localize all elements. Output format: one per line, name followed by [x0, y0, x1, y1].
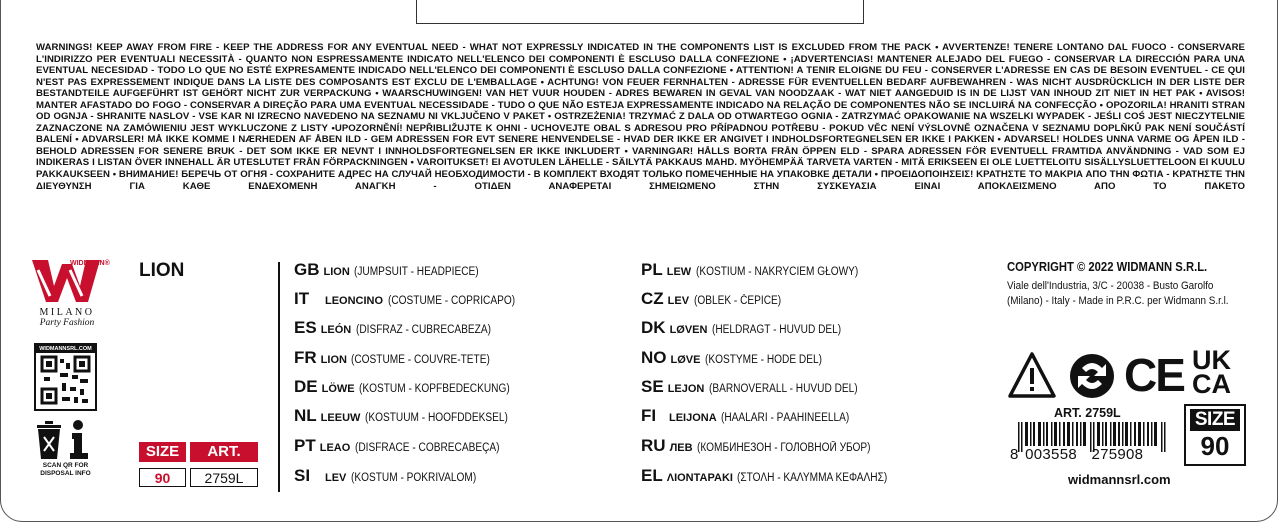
product-description: (HELDRAGT - HUVUD DEL)	[711, 324, 842, 336]
product-description: (КОМБИНЕЗОН - ГОЛОВНОЙ УБОР)	[697, 442, 871, 454]
product-name-translated: ЛЕВ	[669, 442, 693, 454]
barcode-art-label: ART. 2759L	[1054, 406, 1121, 420]
qr-label: WIDMANNSRL.COM	[36, 345, 95, 353]
multilingual-warnings: WARNINGS! KEEP AWAY FROM FIRE - KEEP THE ADDRESS FOR ANY EVENTUAL NEED - WHAT NOT EXPRESSLY INDICATED IN THE COMPONENTS LIST IS EXCLUDED FROM THE PACK • AVVERTENZE! TENERE LONTANO DAL FUOCO - CONSERVARE L'INDIRIZZO PER EVENTUALI NECESSITÀ - QUANTO NON ESPRESSAMENTE INDICATO NELL'ELENCO DEI COMPONENTI È ESCLUSO DALLA CONFEZIONE • ¡ADVERTENCIAS! MANTENER ALEJADO DEL FUEGO - CONSERVAR LA DIRECCIÓN PARA UNA EVENTUAL NECESIDAD - TODO LO QUE NO ESTÉ EXPRESAMENTE INDICADO NELL'ELENCO DEI COMPONENTI È ESCLUSO DALLA CONFEZIONE • ATTENTION! A TENIR ELOIGNE DU FEU - CONSERVER L'ADRESSE EN CAS DE BESOIN EVENTUEL - CE QUI N'EST PAS EXPRESSEMENT INDIQUE DANS LA LISTE DES COMPOSANTS EST EXCLU DE L'EMBALLAGE • ACHTUNG! VON FEUER FERNHALTEN - ADRESSE FÜR EVENTUELLEN BEDARF AUFBEWAHREN - WAS NICHT AUSDRÜCKLICH IN DER LISTE DER BESTANDTEILE AUFGEFÜHRT IST GEHÖRT NICHT ZUR VERPACKUNG • WAARSCHUWINGEN! VAN HET VUUR HOUDEN - ADRES BEWAREN IN GEVAL VAN NOODZAAK - WAT NIET AANGEDUID IS IN DE LIJST VAN INHOUD ZIT NIET IN HET PAK • AVISOS! MANTER AFASTADO DO FOGO - CONSERVAR A DIREÇÃO PARA UMA EVENTUAL NECESSIDADE - TUDO O QUE NÃO ESTEJA EXPRESSAMENTE INDICADO NA RELAÇÃO DE COMPONENTES NÃO SE INCLUIRÁ NA CONFECÇÃO • OPOZORILA! HRANITI STRAN OD OGNJA - SHRANITE NASLOV - VSE KAR NI IZRECNO NAVEDENO NA SEZNAMU NI VKLJUČENO V PAKET • OSTRZEŻENIA! TRZYMAĆ Z DALA OD OTWARTEGO OGNIA - ZATRZYMAĆ OPAKOWANIE NA WSZELKI WYPADEK - JEŚLI COŚ JEST NIECZYTELNIE ZAZNACZONE NA ZAMÓWIENIU JEST WYKLUCZONE Z LISTY •UPOZORNĚNÍ! NEPŘIBLIŽUJTE K OHNI - UCHOVEJTE OBAL S ADRESOU PRO PŘÍPADNOU POTŘEBU - POKUD VĚC NENÍ VÝSLOVNĚ OZNAČENA V SEZNAMU DOPLŇKŮ PAK NENÍ SOUČÁSTÍ BALENÍ • ADVARSLER! MÅ IKKE KOMME I NÆRHEDEN AF ÅBEN ILD - GEM ADRESSEN FOR EVT SENERE HENVENDELSE - HVAD DER IKKE ER ANGIVET I INDHOLDSFORTEGNELSEN ER IKKE I PAKKEN • ADVARSEL! HOLDES UNNA VARME OG ÅPEN ILD - BEHOLD ADRESSEN FOR SENERE BRUK - DET SOM IKKE ER NEVNT I INNHOLDSFORTEGNELSEN ER IKKE INKLUDERT • VARNINGAR! HÅLLS BORTA FRÅN ÖPPEN ELD - SPARA ADRESSEN FÖR EVENTUELL FRAMTIDA ANVÄNDNING - VAD SOM EJ INDIKERAS I LISTAN ÖVER INNEHALL ÄR UTESLUTET FRÅN FÖRPACKNINGEN • VAROITUKSET! EI AVOTULEN LÄHELLE - SÄILYTÄ PAKKAUS MAHD. MYÖHEMPÄÄ TARVETA VARTEN - MITÄ ERIKSEEN EI OLE LUETTELOITU SISÄLLYSLUETTELOON EI KUULU PAKKAUKSEEN • ВНИМАНИЕ! БЕРЕЧЬ ОТ ОГНЯ - СОХРАНИТЕ АДРЕС НА СЛУЧАЙ НЕОБХОДИМОСТИ - В КОМПЛЕКТ ВХОДЯТ ТОЛЬКО ПОМЕЧЕННЫЕ НА УПАКОВКЕ ДЕТАЛИ • ΠΡΟΕΙΔΟΠΟΙΗΣΕΙΣ! ΚΡΑΤΗΣΤΕ ΤΟ ΜΑΚΡΙΑ ΑΠΟ ΤΗΝ ΦΩΤΙΑ - ΚΡΑΤΗΣΤΕ ΤΗΝ ΔΙΕΥΘΥΝΣΗ ΓΙΑ ΚΑΘΕ ΕΝΔΕΧΟΜΕΝΗ ΑΝΑΓΚΗ - ΟΤΙΔΕΝ ΑΝΑΦΕΡΕΤΑΙ ΣΗΜΕΙΩΜΕΝΟ ΣΤΗΝ ΣΥΣΚΕΥΑΣΙΑ ΕΙΝΑΙ ΑΠΟΚΛΕΙΣΜΕΝΟ ΑΠΟ ΤΟ ΠΑΚΕΤΟ	[36, 42, 1245, 192]
language-code: SE	[641, 377, 664, 396]
product-description: (JUMPSUIT - HEADPIECE)	[354, 266, 479, 278]
size-badge-label: SIZE	[1190, 409, 1240, 431]
ukca-bottom: CA	[1192, 369, 1231, 399]
product-description: (OBLEK - ČEPICE)	[693, 295, 781, 307]
language-row	[641, 436, 894, 456]
language-row	[294, 436, 519, 456]
size-label: SIZE	[139, 442, 186, 462]
language-code: PT	[294, 436, 316, 455]
product-description: (BARNOVERALL - HUVUD DEL)	[708, 383, 858, 395]
product-name-translated: ΛΙΟΝΤΑΡΑΚΙ	[666, 472, 733, 484]
disposal-info	[34, 417, 97, 466]
product-name-translated: LEV	[667, 295, 690, 307]
language-row	[641, 466, 908, 486]
language-row	[294, 466, 493, 486]
website: widmannsrl.com	[1068, 472, 1171, 487]
size-badge	[1184, 404, 1246, 466]
product-name-translated: LEIJONA	[669, 412, 717, 424]
ce-mark-icon: CE	[1124, 349, 1184, 401]
product-description: (DISFRACE - COBRECABEÇA)	[354, 442, 500, 454]
top-window-box	[416, 0, 864, 24]
language-code: IT	[294, 289, 310, 308]
language-row	[294, 348, 509, 368]
recycle-bin-info-icon	[34, 417, 97, 461]
copyright: COPYRIGHT © 2022 WIDMANN S.R.L.	[1007, 260, 1208, 274]
product-name-translated: LION	[323, 266, 350, 278]
language-row	[641, 318, 859, 338]
green-dot-recycle-icon	[1070, 354, 1114, 398]
product-description: (KOSTÜM - KOPFBEDECKUNG)	[359, 383, 510, 395]
product-name-translated: LEAO	[319, 442, 351, 454]
language-code: FR	[294, 348, 317, 367]
compliance-marks	[1008, 345, 1248, 402]
company-address: Viale dell'Industria, 3/C - 20038 - Busto Garolfo (Milano) - Italy - Made in P.R.C. per Widmann S.r.l.	[1007, 280, 1229, 307]
barcode-lead-digit: 8	[1010, 446, 1019, 463]
product-description: (HAALARI - PÄÄHINEELLÄ)	[721, 412, 850, 424]
product-description: (KOSTUUM - HOOFDDEKSEL)	[364, 412, 508, 424]
product-description: (KOSTIUM - NAKRYCIEM GŁOWY)	[695, 266, 858, 278]
product-name-translated: LEEUW	[320, 412, 361, 424]
size-art-block	[139, 442, 258, 487]
logo-wordmark: WIDMANN®	[70, 260, 110, 267]
product-description: (DISFRAZ - CUBRECABEZA)	[355, 324, 491, 336]
brand-city: MILANO	[39, 307, 95, 318]
product-name-translated: LØVE	[670, 354, 701, 366]
ukca-mark-icon	[1192, 345, 1231, 399]
size-badge-value: 90	[1200, 431, 1230, 461]
product-description: (ΣΤΟΛΗ - ΚΑΛΥΜΜΑ ΚΕΦΑΛΗΣ)	[737, 472, 888, 484]
brand-tagline: Party Fashion	[39, 318, 95, 328]
language-row	[641, 348, 838, 368]
language-code: EL	[641, 466, 663, 485]
barcode-group-1: 003558	[1025, 446, 1077, 463]
ukca-top: UK	[1192, 345, 1231, 375]
qr-code-icon	[36, 353, 95, 409]
language-code: ES	[294, 318, 317, 337]
warning-triangle-icon	[1010, 354, 1054, 396]
language-row	[294, 318, 509, 338]
language-row	[294, 260, 496, 280]
product-description: (KOSTYME - HODE DEL)	[704, 354, 822, 366]
product-name-translated: LEJON	[667, 383, 705, 395]
size-value: 90	[139, 468, 186, 487]
product-name-translated: LÖWE	[321, 383, 355, 395]
language-code: CZ	[641, 289, 664, 308]
art-value: 2759L	[190, 468, 258, 487]
product-name: LION	[139, 260, 185, 281]
qr-code-box	[34, 343, 97, 411]
language-row	[294, 377, 530, 397]
language-code: PL	[641, 260, 663, 279]
divider	[278, 262, 280, 492]
art-label: ART.	[190, 442, 258, 462]
language-row	[294, 406, 527, 426]
language-row	[641, 260, 880, 280]
product-name-translated: LEONCINO	[325, 295, 384, 307]
product-description: (COSTUME - COPRICAPO)	[387, 295, 515, 307]
product-description: (COSTUME - COUVRE-TETE)	[351, 354, 491, 366]
barcode-number	[1010, 446, 1143, 463]
product-name-translated: LEW	[666, 266, 692, 278]
product-name-translated: LEV	[325, 472, 347, 484]
product-name-translated: LØVEN	[669, 324, 708, 336]
barcode-group-2: 275908	[1091, 446, 1144, 463]
language-row	[641, 289, 793, 309]
language-code: GB	[294, 260, 320, 279]
language-code: DK	[641, 318, 666, 337]
widmann-logo	[30, 256, 110, 306]
language-code: SI	[294, 466, 311, 485]
product-name-translated: LEÓN	[320, 324, 352, 336]
language-code: NO	[641, 348, 667, 367]
scan-qr-text: SCAN QR FOR DISPOSAL INFO	[40, 462, 91, 477]
language-row	[641, 406, 867, 426]
language-row	[294, 289, 532, 309]
language-code: NL	[294, 406, 317, 425]
product-name-translated: LION	[320, 354, 347, 366]
product-description: (KOSTUM - POKRIVALOM)	[350, 472, 477, 484]
language-code: RU	[641, 436, 666, 455]
language-code: DE	[294, 377, 318, 396]
language-code: FI	[641, 406, 657, 425]
barcode-block	[1010, 404, 1178, 468]
language-row	[641, 377, 878, 397]
